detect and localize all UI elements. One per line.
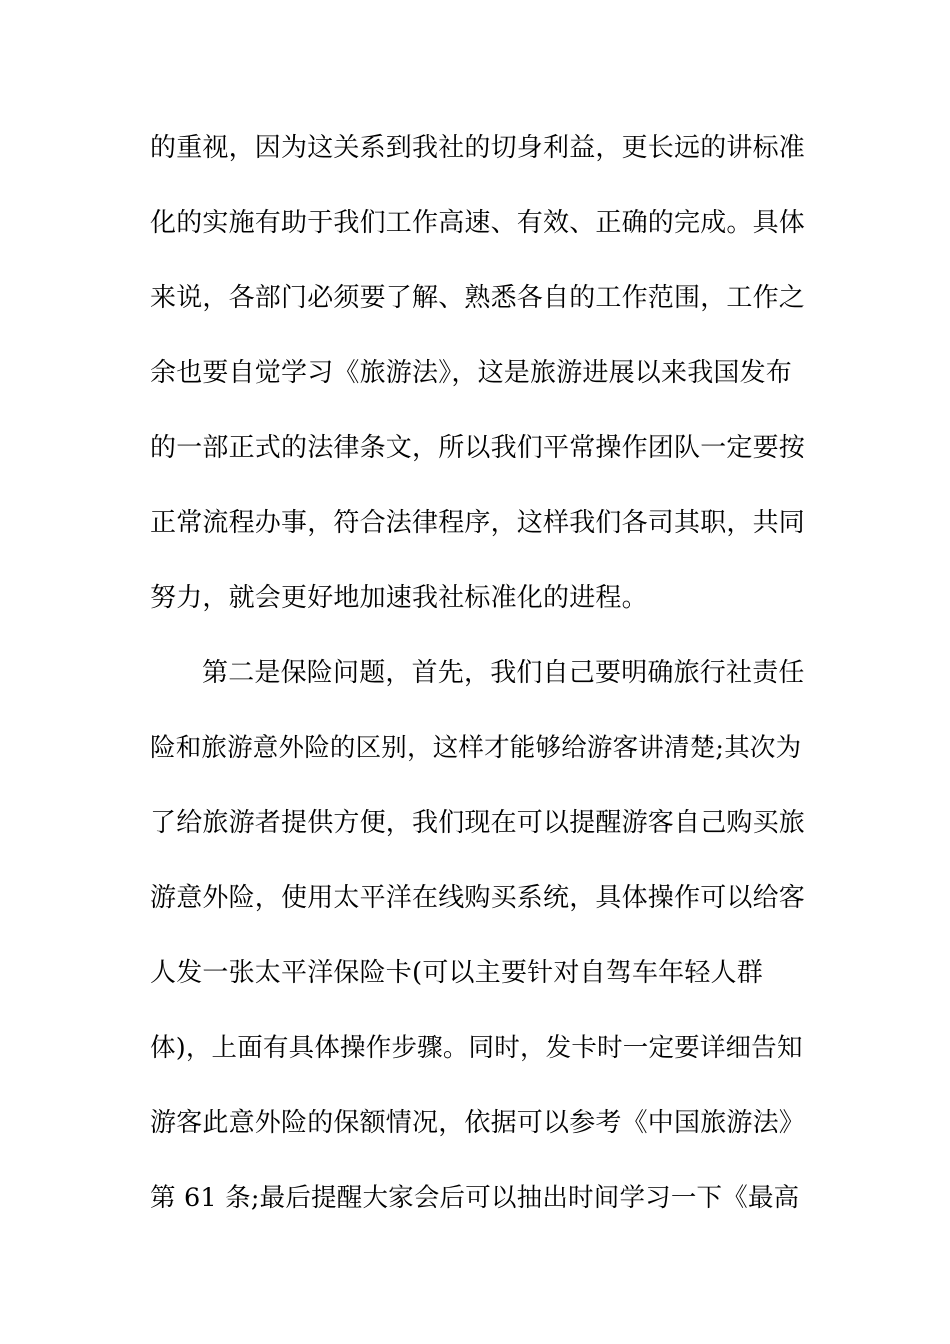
text-line-2: 化的实施有助于我们工作高速、有效、正确的完成。具体 [150, 208, 806, 238]
text-line-9: 险和旅游意外险的区别，这样才能够给游客讲清楚;其次为 [150, 733, 802, 763]
text-line-14: 游客此意外险的保额情况，依据可以参考《中国旅游法》 [150, 1108, 806, 1138]
text-line-10: 了给旅游者提供方便，我们现在可以提醒游客自己购买旅 [150, 808, 806, 838]
text-line-12: 人发一张太平洋保险卡(可以主要针对自驾车年轻人群 [150, 958, 763, 988]
text-line-15: 第 61 条;最后提醒大家会后可以抽出时间学习一下《最高 [150, 1183, 800, 1213]
text-line-1: 的重视，因为这关系到我社的切身利益，更长远的讲标准 [150, 133, 806, 163]
text-line-4: 余也要自觉学习《旅游法》，这是旅游进展以来我国发布 [150, 358, 793, 388]
text-line-5: 的一部正式的法律条文，所以我们平常操作团队一定要按 [150, 433, 806, 463]
text-line-7: 努力，就会更好地加速我社标准化的进程。 [150, 583, 648, 613]
text-line-11: 游意外险，使用太平洋在线购买系统，具体操作可以给客 [150, 883, 806, 913]
text-line-13: 体)，上面有具体操作步骤。同时，发卡时一定要详细告知 [150, 1033, 803, 1063]
text-line-6: 正常流程办事，符合法律程序，这样我们各司其职，共同 [150, 508, 806, 538]
text-line-3: 来说，各部门必须要了解、熟悉各自的工作范围，工作之 [150, 283, 806, 313]
text-line-8: 第二是保险问题，首先，我们自己要明确旅行社责任 [202, 658, 805, 688]
